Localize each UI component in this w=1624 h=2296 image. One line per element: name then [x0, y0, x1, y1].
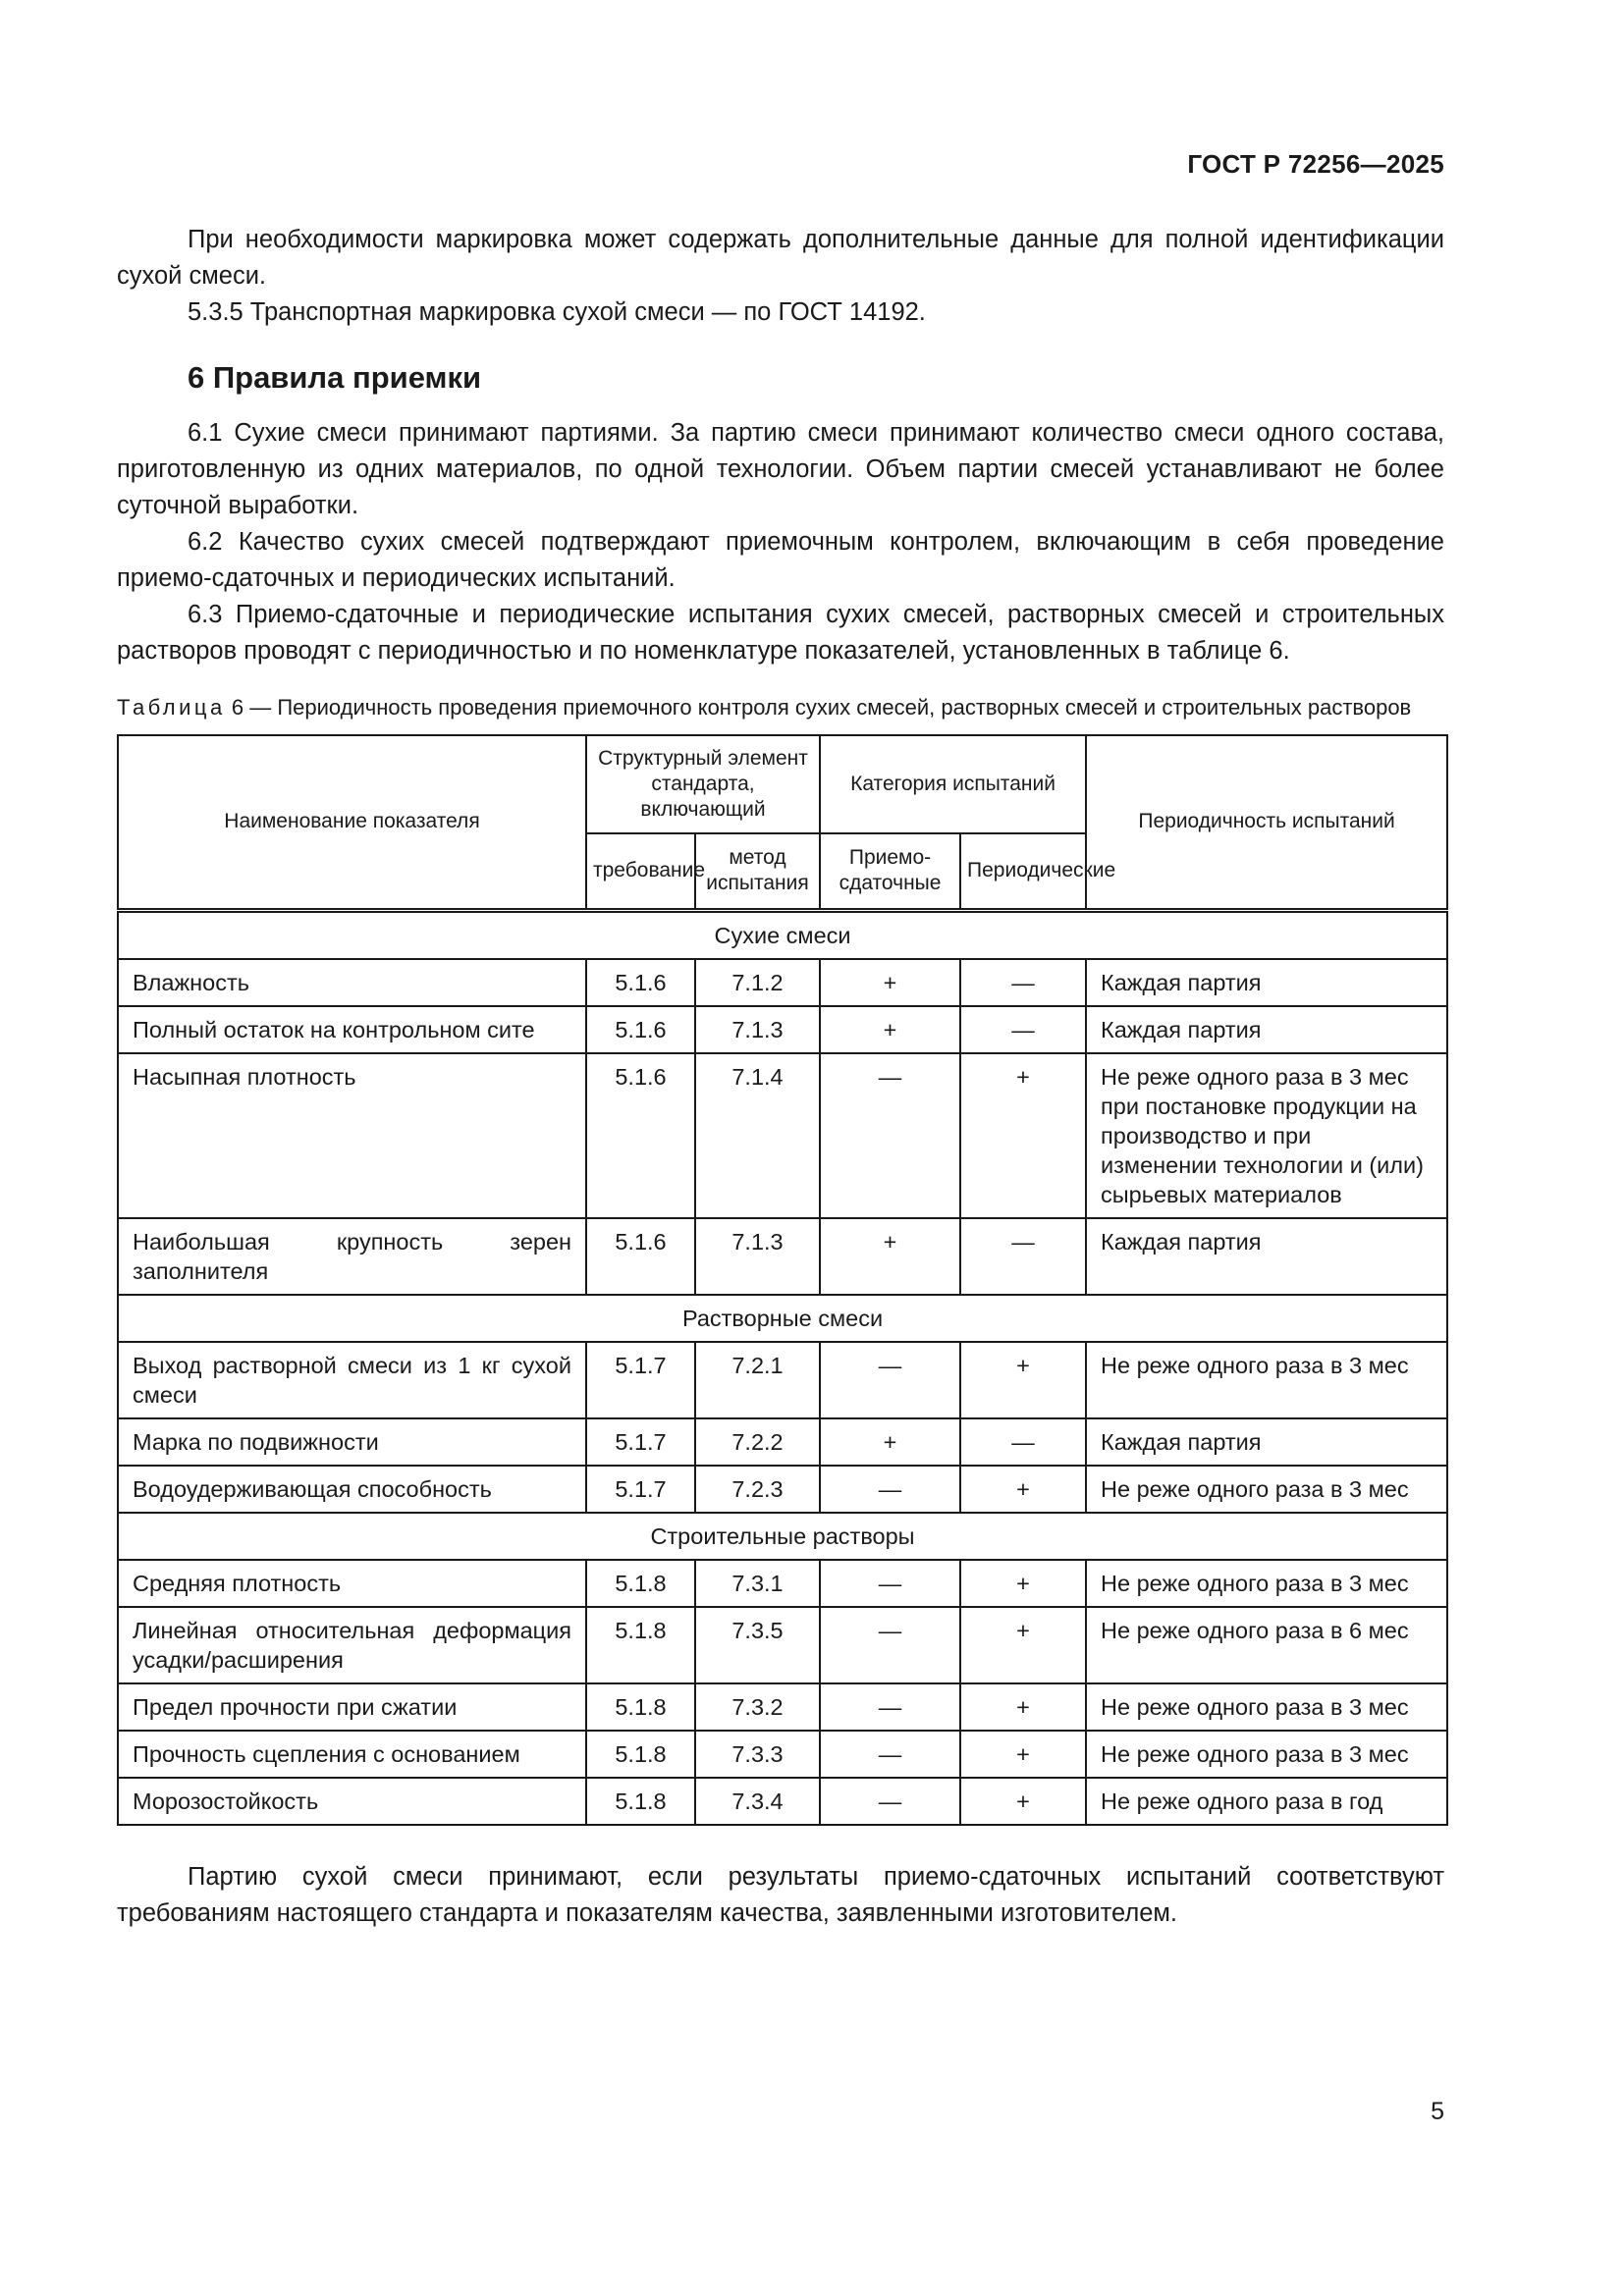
- table-row: [118, 1607, 1447, 1683]
- indicator-name: Морозостойкость: [118, 1778, 586, 1825]
- periodic-mark: —: [960, 959, 1086, 1006]
- group-title: Растворные смеси: [118, 1295, 1447, 1342]
- test-frequency: Не реже одного раза в 6 мес: [1086, 1607, 1447, 1683]
- marking-paragraph: При необходимости маркировка может содержать дополнительные данные для полной идентификации сухой смеси.: [117, 226, 1444, 290]
- closing-paragraph: Партию сухой смеси принимают, если результаты приемо-сдаточных испытаний соответствуют требованиям настоящего стандарта и показателям качества, заявленными изготовителем.: [117, 1862, 1444, 1927]
- acceptance-mark: —: [820, 1342, 960, 1418]
- table-row: [118, 1053, 1447, 1218]
- indicator-name: Водоудерживающая способность: [118, 1466, 586, 1513]
- method-clause: 7.3.4: [695, 1778, 820, 1825]
- periodic-mark: —: [960, 1006, 1086, 1053]
- method-clause: 7.2.2: [695, 1418, 820, 1466]
- table-row: [118, 1466, 1447, 1513]
- periodic-mark: +: [960, 1053, 1086, 1218]
- method-clause: 7.3.2: [695, 1683, 820, 1731]
- acceptance-control-table: [117, 734, 1448, 1826]
- requirement-clause: 5.1.6: [586, 1053, 695, 1218]
- periodic-mark: +: [960, 1607, 1086, 1683]
- periodic-mark: —: [960, 1418, 1086, 1466]
- table-caption: [117, 691, 1444, 724]
- method-clause: 7.2.1: [695, 1342, 820, 1418]
- requirement-clause: 5.1.7: [586, 1466, 695, 1513]
- requirement-clause: 5.1.6: [586, 1006, 695, 1053]
- requirement-clause: 5.1.7: [586, 1418, 695, 1466]
- indicator-name: Предел прочности при сжатии: [118, 1683, 586, 1731]
- indicator-name: Марка по подвижности: [118, 1418, 586, 1466]
- indicator-name: Наибольшая крупность зерен заполнителя: [118, 1218, 586, 1295]
- acceptance-mark: +: [820, 1218, 960, 1295]
- requirement-clause: 5.1.8: [586, 1607, 695, 1683]
- method-clause: 7.1.3: [695, 1218, 820, 1295]
- method-clause: 7.3.1: [695, 1560, 820, 1607]
- periodic-mark: +: [960, 1466, 1086, 1513]
- table-row: [118, 1006, 1447, 1053]
- requirement-clause: 5.1.8: [586, 1731, 695, 1778]
- table-row: [118, 1342, 1447, 1418]
- acceptance-mark: —: [820, 1466, 960, 1513]
- acceptance-mark: —: [820, 1731, 960, 1778]
- method-clause: 7.2.3: [695, 1466, 820, 1513]
- test-frequency: Каждая партия: [1086, 959, 1447, 1006]
- page-number: 5: [1431, 2098, 1444, 2125]
- table-row: [118, 1418, 1447, 1466]
- header-requirement: требование: [586, 833, 695, 910]
- method-clause: 7.3.3: [695, 1731, 820, 1778]
- requirement-clause: 5.1.7: [586, 1342, 695, 1418]
- clause-6-1: 6.1 Сухие смеси принимают партиями. За партию смеси принимают количество смеси одного состава, приготовленную из одних материалов, по одной технологии. Объем партии смесей устанавливают не более суточной выработки.: [117, 419, 1444, 519]
- table-row: [118, 1683, 1447, 1731]
- indicator-name: Средняя плотность: [118, 1560, 586, 1607]
- periodic-mark: +: [960, 1778, 1086, 1825]
- table-row: [118, 1218, 1447, 1295]
- section-title: 6 Правила приемки: [188, 360, 482, 395]
- periodic-mark: —: [960, 1218, 1086, 1295]
- acceptance-mark: —: [820, 1053, 960, 1218]
- header-name: Наименование показателя: [118, 735, 586, 910]
- periodic-mark: +: [960, 1560, 1086, 1607]
- clause-6-3: 6.3 Приемо-сдаточные и периодические испытания сухих смесей, растворных смесей и строительных растворов проводят с периодичностью и по номенклатуре показателей, установленных в таблице 6.: [117, 601, 1444, 665]
- indicator-name: Линейная относительная деформация усадки/расширения: [118, 1607, 586, 1683]
- table-row: [118, 959, 1447, 1006]
- test-frequency: Не реже одного раза в 3 мес при постановке продукции на производство и при изменении технологии и (или) сырьевых материалов: [1086, 1053, 1447, 1218]
- header-periodic: Периодические: [960, 833, 1086, 910]
- requirement-clause: 5.1.8: [586, 1778, 695, 1825]
- acceptance-mark: —: [820, 1683, 960, 1731]
- group-row: [118, 910, 1447, 959]
- test-frequency: Не реже одного раза в 3 мес: [1086, 1683, 1447, 1731]
- table-row: [118, 1778, 1447, 1825]
- transport-marking-paragraph: 5.3.5 Транспортная маркировка сухой смеси — по ГОСТ 14192.: [188, 298, 926, 326]
- indicator-name: Полный остаток на контрольном сите: [118, 1006, 586, 1053]
- table-row: [118, 1560, 1447, 1607]
- header-test-category: Категория испытаний: [820, 735, 1086, 833]
- acceptance-mark: +: [820, 1006, 960, 1053]
- test-frequency: Не реже одного раза в год: [1086, 1778, 1447, 1825]
- periodic-mark: +: [960, 1683, 1086, 1731]
- indicator-name: Прочность сцепления с основанием: [118, 1731, 586, 1778]
- document-body: [117, 222, 1444, 1932]
- table-caption-text: 6 — Периодичность проведения приемочного контроля сухих смесей, растворных смесей и строительных растворов: [231, 695, 1412, 720]
- header-structural-element: Структурный элемент стандарта, включающий: [586, 735, 820, 833]
- group-row: [118, 1295, 1447, 1342]
- periodic-mark: +: [960, 1342, 1086, 1418]
- indicator-name: Влажность: [118, 959, 586, 1006]
- method-clause: 7.1.2: [695, 959, 820, 1006]
- header-method: метод испытания: [695, 833, 820, 910]
- group-title: Строительные растворы: [118, 1513, 1447, 1560]
- group-title: Сухие смеси: [118, 910, 1447, 959]
- periodic-mark: +: [960, 1731, 1086, 1778]
- test-frequency: Не реже одного раза в 3 мес: [1086, 1560, 1447, 1607]
- table-body: [118, 910, 1447, 1825]
- method-clause: 7.3.5: [695, 1607, 820, 1683]
- method-clause: 7.1.4: [695, 1053, 820, 1218]
- acceptance-mark: —: [820, 1560, 960, 1607]
- acceptance-mark: +: [820, 1418, 960, 1466]
- test-frequency: Не реже одного раза в 3 мес: [1086, 1731, 1447, 1778]
- acceptance-mark: —: [820, 1607, 960, 1683]
- clause-6-2: 6.2 Качество сухих смесей подтверждают приемочным контролем, включающим в себя проведение приемо-сдаточных и периодических испытаний.: [117, 528, 1444, 592]
- indicator-name: Выход растворной смеси из 1 кг сухой смеси: [118, 1342, 586, 1418]
- method-clause: 7.1.3: [695, 1006, 820, 1053]
- standard-code: ГОСТ Р 72256—2025: [1187, 149, 1444, 179]
- table-caption-label: Таблица: [117, 695, 226, 720]
- requirement-clause: 5.1.6: [586, 1218, 695, 1295]
- table-row: [118, 1731, 1447, 1778]
- test-frequency: Каждая партия: [1086, 1218, 1447, 1295]
- header-periodicity: Периодичность испытаний: [1086, 735, 1447, 910]
- test-frequency: Не реже одного раза в 3 мес: [1086, 1466, 1447, 1513]
- test-frequency: Не реже одного раза в 3 мес: [1086, 1342, 1447, 1418]
- test-frequency: Каждая партия: [1086, 1006, 1447, 1053]
- acceptance-mark: —: [820, 1778, 960, 1825]
- acceptance-mark: +: [820, 959, 960, 1006]
- header-acceptance: Приемо-сдаточные: [820, 833, 960, 910]
- requirement-clause: 5.1.8: [586, 1683, 695, 1731]
- indicator-name: Насыпная плотность: [118, 1053, 586, 1218]
- test-frequency: Каждая партия: [1086, 1418, 1447, 1466]
- requirement-clause: 5.1.8: [586, 1560, 695, 1607]
- group-row: [118, 1513, 1447, 1560]
- requirement-clause: 5.1.6: [586, 959, 695, 1006]
